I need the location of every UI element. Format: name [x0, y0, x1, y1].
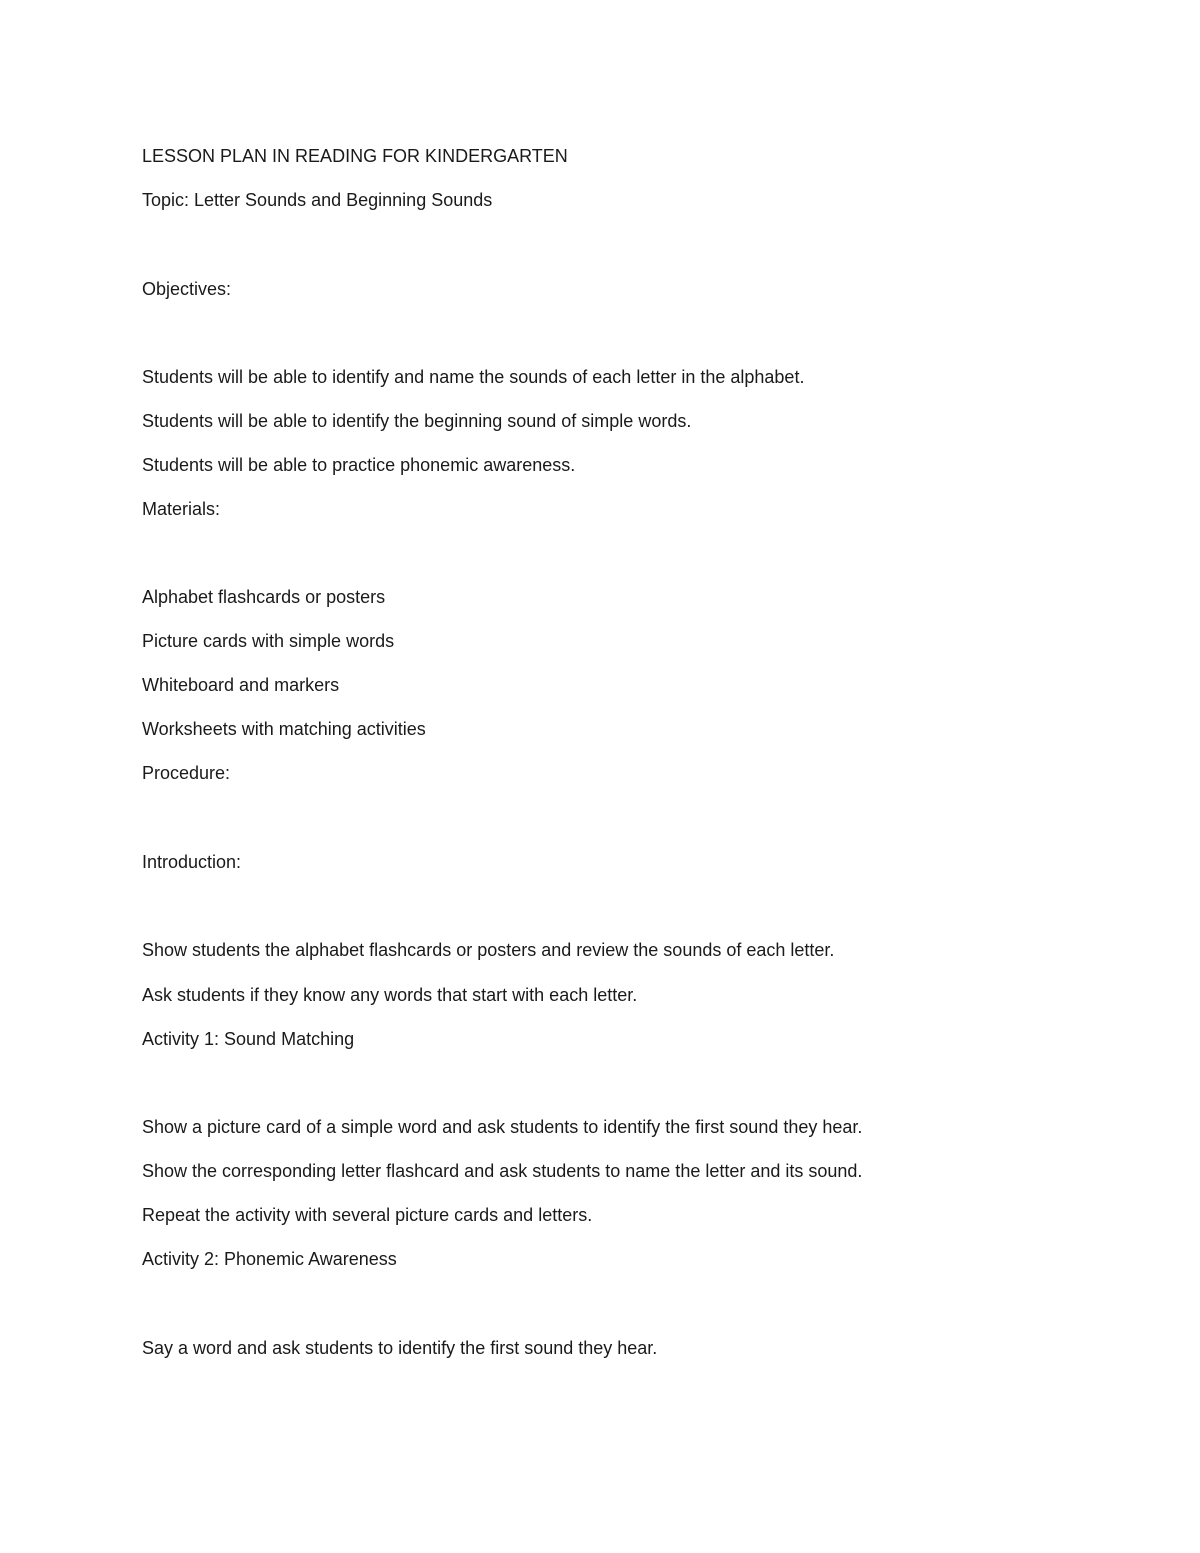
- activity1-item: Show a picture card of a simple word and ask students to identify the first sound they hear.: [142, 1117, 863, 1137]
- introduction-item: Ask students if they know any words that start with each letter.: [142, 985, 638, 1005]
- material-item: Alphabet flashcards or posters: [142, 587, 386, 607]
- activity1-heading: Activity 1: Sound Matching: [142, 1029, 355, 1049]
- material-item: Picture cards with simple words: [142, 631, 395, 651]
- procedure-heading: Procedure:: [142, 763, 231, 783]
- material-item: Worksheets with matching activities: [142, 719, 426, 739]
- introduction-heading: Introduction:: [142, 852, 242, 872]
- activity2-item: Say a word and ask students to identify the first sound they hear.: [142, 1338, 658, 1358]
- document-title: LESSON PLAN IN READING FOR KINDERGARTEN: [142, 146, 568, 166]
- objective-item: Students will be able to identify and name the sounds of each letter in the alphabet.: [142, 367, 805, 387]
- objectives-heading: Objectives:: [142, 279, 232, 299]
- activity2-heading: Activity 2: Phonemic Awareness: [142, 1249, 397, 1269]
- activity1-item: Show the corresponding letter flashcard and ask students to name the letter and its sound.: [142, 1161, 863, 1181]
- activity1-item: Repeat the activity with several picture cards and letters.: [142, 1205, 593, 1225]
- document-topic: Topic: Letter Sounds and Beginning Sounds: [142, 190, 493, 210]
- introduction-item: Show students the alphabet flashcards or posters and review the sounds of each letter.: [142, 940, 835, 960]
- objective-item: Students will be able to identify the beginning sound of simple words.: [142, 411, 692, 431]
- materials-heading: Materials:: [142, 499, 221, 519]
- material-item: Whiteboard and markers: [142, 675, 340, 695]
- objective-item: Students will be able to practice phonemic awareness.: [142, 455, 576, 475]
